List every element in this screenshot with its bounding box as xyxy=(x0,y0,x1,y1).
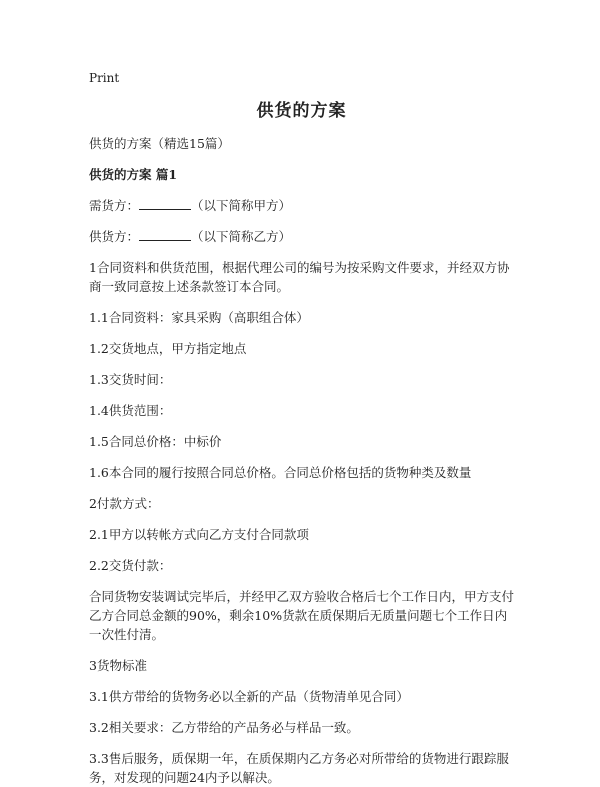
supplier-blank-field xyxy=(139,228,191,241)
clause-2: 2付款方式： xyxy=(89,496,160,511)
clause-3-2: 3.2相关要求：乙方带给的产品务必与样品一致。 xyxy=(89,720,359,735)
clause-1-3: 1.3交货时间： xyxy=(89,372,172,387)
clause-1-6: 1.6本合同的履行按照合同总价格。合同总价格包括的货物种类及数量 xyxy=(89,465,472,480)
buyer-prefix: 需货方： xyxy=(89,198,140,213)
clause-3-1: 3.1供方带给的货物务必以全新的产品（货物清单见合同） xyxy=(89,689,409,704)
clause-1-5: 1.5合同总价格：中标价 xyxy=(89,434,222,449)
buyer-suffix: （以下简称甲方） xyxy=(191,198,292,213)
clause-2-1: 2.1甲方以转帐方式向乙方支付合同款项 xyxy=(89,527,309,542)
buyer-line xyxy=(89,196,514,215)
supplier-prefix: 供货方： xyxy=(89,229,140,244)
clause-1-4: 1.4供货范围： xyxy=(89,403,172,418)
clause-3: 3货物标准 xyxy=(89,658,147,673)
clause-1-2: 1.2交货地点，甲方指定地点 xyxy=(89,341,247,356)
buyer-blank-field xyxy=(139,197,191,210)
document-title: 供货的方案 xyxy=(256,101,347,121)
clause-3-3: 3.3售后服务，质保期一年，在质保期内乙方务必对所带给的货物进行跟踪服务，对发现的问题24内予以解决。 xyxy=(89,751,509,785)
print-label: Print xyxy=(89,71,120,85)
clause-2-2-detail: 合同货物安装调试完毕后，并经甲乙双方验收合格后七个工作日内，甲方支付乙方合同总金额的90%，剩余10%货款在质保期后无质量问题七个工作日内一次性付清。 xyxy=(89,589,515,642)
clause-1-1: 1.1合同资料：家具采购（高职组合体） xyxy=(89,310,309,325)
clause-2-2: 2.2交货付款： xyxy=(89,558,172,573)
document-subtitle: 供货的方案（精选15篇） xyxy=(89,136,230,151)
supplier-suffix: （以下简称乙方） xyxy=(191,229,292,244)
clause-1: 1合同资料和供货范围，根据代理公司的编号为按采购文件要求，并经双方协商一致同意按上述条款签订本合同。 xyxy=(89,260,510,294)
section-heading: 供货的方案 篇1 xyxy=(89,167,178,182)
supplier-line xyxy=(89,227,514,246)
